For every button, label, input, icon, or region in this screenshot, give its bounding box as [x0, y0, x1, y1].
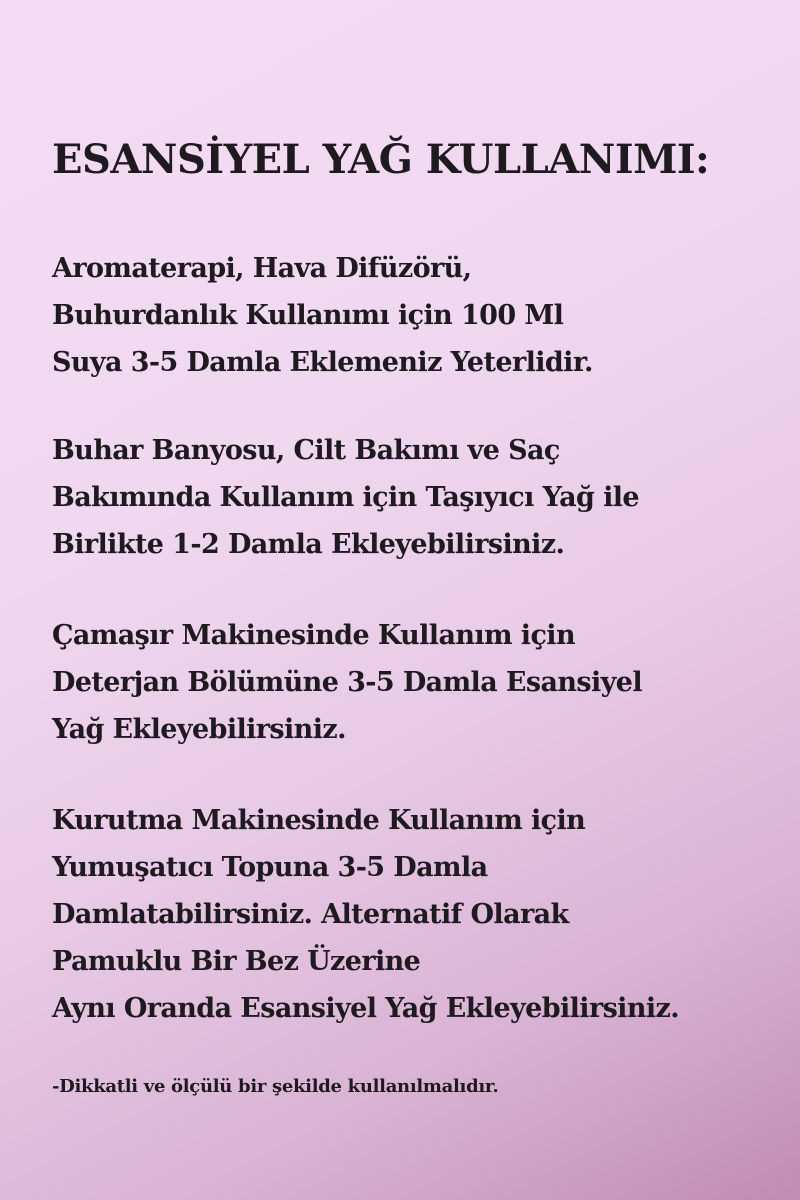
paragraph-line: Aynı Oranda Esansiyel Yağ Ekleyebilirsiniz. — [52, 993, 680, 1024]
paragraph-line: Suya 3-5 Damla Eklemeniz Yeterlidir. — [52, 347, 593, 378]
paragraph-line: Çamaşır Makinesinde Kullanım için — [52, 620, 575, 651]
paragraph-washing-machine — [52, 612, 642, 753]
paragraph-dryer — [52, 797, 679, 1032]
paragraph-line: Birlikte 1-2 Damla Ekleyebilirsiniz. — [52, 529, 565, 560]
paragraph-line: Kurutma Makinesinde Kullanım için — [52, 805, 586, 836]
paragraph-line: Deterjan Bölümüne 3-5 Damla Esansiyel — [52, 667, 642, 698]
paragraph-line: Pamuklu Bir Bez Üzerine — [52, 946, 421, 977]
paragraph-line: Yumuşatıcı Topuna 3-5 Damla — [52, 852, 488, 883]
paragraph-line: Damlatabilirsiniz. Alternatif Olarak — [52, 899, 569, 930]
page-title: ESANSİYEL YAĞ KULLANIMI: — [52, 136, 710, 183]
paragraph-line: Yağ Ekleyebilirsiniz. — [52, 714, 346, 745]
paragraph-line: Buhurdanlık Kullanımı için 100 Ml — [52, 300, 564, 331]
paragraph-steam-bath-skin-hair — [52, 427, 639, 568]
paragraph-aromatherapy — [52, 245, 593, 386]
paragraph-line: Bakımında Kullanım için Taşıyıcı Yağ ile — [52, 482, 640, 513]
caution-note: -Dikkatli ve ölçülü bir şekilde kullanılmalıdır. — [52, 1076, 499, 1097]
paragraph-line: Aromaterapi, Hava Difüzörü, — [52, 253, 472, 284]
paragraph-line: Buhar Banyosu, Cilt Bakımı ve Saç — [52, 435, 560, 466]
